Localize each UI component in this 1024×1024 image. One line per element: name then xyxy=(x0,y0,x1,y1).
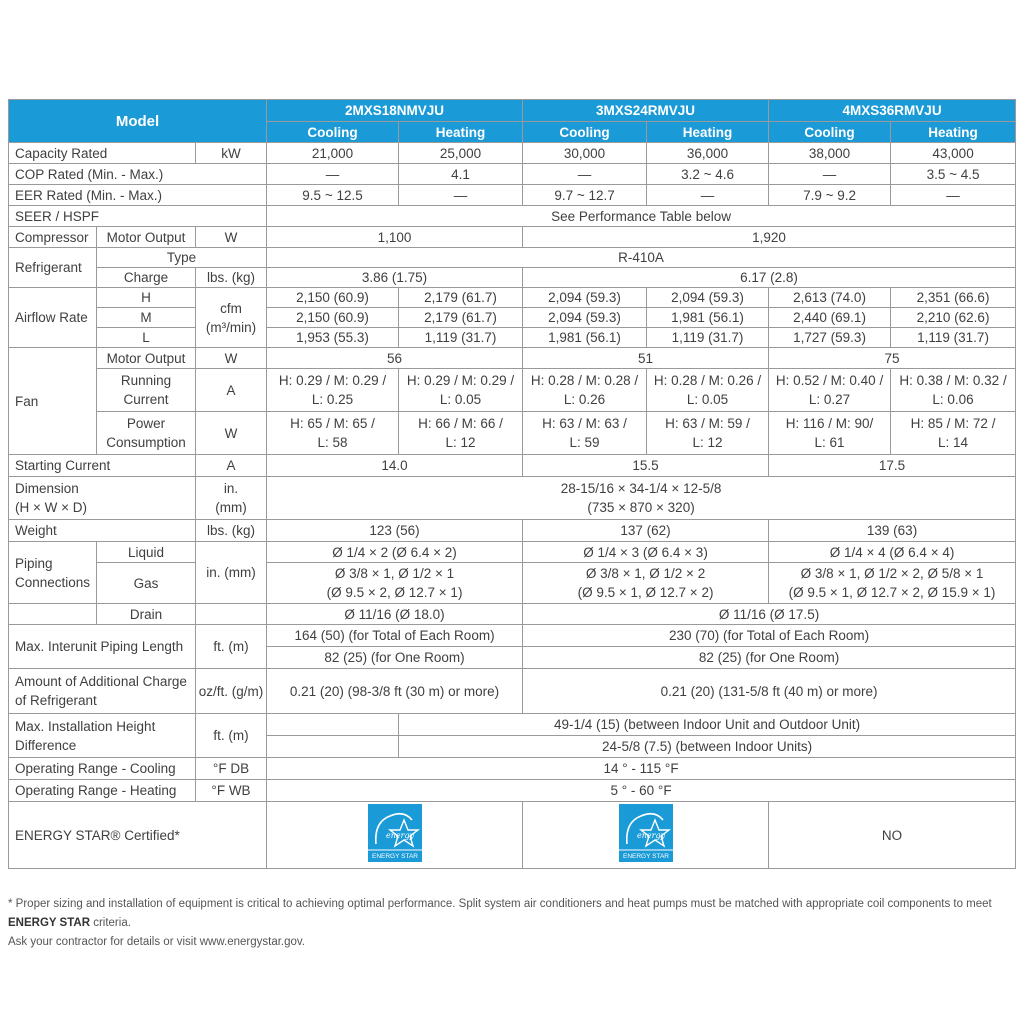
max-piping-total: 230 (70) (for Total of Each Room) xyxy=(523,625,1016,647)
refrigerant-charge-label: Charge xyxy=(97,268,196,288)
cooling-header: Cooling xyxy=(769,122,891,143)
fan-power-value: H: 66 / M: 66 / L: 12 xyxy=(399,412,523,455)
heating-header: Heating xyxy=(891,122,1016,143)
fan-current-value: H: 0.29 / M: 0.29 / L: 0.25 xyxy=(267,369,399,412)
starting-current-label: Starting Current xyxy=(9,455,196,477)
airflow-unit: cfm (m³/min) xyxy=(196,288,267,348)
spec-table xyxy=(8,99,1016,869)
airflow-value: 2,210 (62.6) xyxy=(891,308,1016,328)
footnote-line-2: Ask your contractor for details or visit www.energystar.gov. xyxy=(8,936,305,948)
cop-value: — xyxy=(267,164,399,185)
compressor-value: 1,920 xyxy=(523,227,1016,248)
cooling-header: Cooling xyxy=(523,122,647,143)
fan-current-value: H: 0.29 / M: 0.29 / L: 0.05 xyxy=(399,369,523,412)
piping-drain-spacer xyxy=(9,604,97,625)
compressor-label: Compressor xyxy=(9,227,97,248)
install-height-spacer xyxy=(267,736,399,758)
fan-power-value: H: 63 / M: 63 / L: 59 xyxy=(523,412,647,455)
capacity-unit: kW xyxy=(196,143,267,164)
fan-current-value: H: 0.52 / M: 0.40 / L: 0.27 xyxy=(769,369,891,412)
fan-motor-unit: W xyxy=(196,348,267,369)
cop-value: 3.2 ~ 4.6 xyxy=(647,164,769,185)
capacity-value: 36,000 xyxy=(647,143,769,164)
eer-value: 7.9 ~ 9.2 xyxy=(769,185,891,206)
seer-label: SEER / HSPF xyxy=(9,206,267,227)
fan-current-value: H: 0.38 / M: 0.32 / L: 0.06 xyxy=(891,369,1016,412)
eer-value: — xyxy=(399,185,523,206)
fan-power-value: H: 116 / M: 90/ L: 61 xyxy=(769,412,891,455)
fan-power-value: H: 63 / M: 59 / L: 12 xyxy=(647,412,769,455)
additional-charge-label: Amount of Additional Charge of Refrigerant xyxy=(9,669,196,714)
cop-value: 3.5 ~ 4.5 xyxy=(891,164,1016,185)
refrigerant-charge-unit: lbs. (kg) xyxy=(196,268,267,288)
capacity-label: Capacity Rated xyxy=(9,143,196,164)
airflow-value: 2,613 (74.0) xyxy=(769,288,891,308)
cop-value: 4.1 xyxy=(399,164,523,185)
energy-star-label: ENERGY STAR® Certified* xyxy=(9,802,267,869)
airflow-label: Airflow Rate xyxy=(9,288,97,348)
fan-current-value: H: 0.28 / M: 0.26 / L: 0.05 xyxy=(647,369,769,412)
fan-motor-value: 75 xyxy=(769,348,1016,369)
capacity-value: 25,000 xyxy=(399,143,523,164)
svg-text:ENERGY STAR: ENERGY STAR xyxy=(622,852,669,860)
piping-gas-value: Ø 3/8 × 1, Ø 1/2 × 2 (Ø 9.5 × 1, Ø 12.7 × 2) xyxy=(523,563,769,604)
model-name: 2MXS18NMVJU xyxy=(267,100,523,122)
heating-header: Heating xyxy=(399,122,523,143)
refrigerant-type-value: R-410A xyxy=(267,248,1016,268)
max-piping-one: 82 (25) (for One Room) xyxy=(267,647,523,669)
refrigerant-label: Refrigerant xyxy=(9,248,97,288)
op-cooling-label: Operating Range - Cooling xyxy=(9,758,196,780)
eer-label: EER Rated (Min. - Max.) xyxy=(9,185,267,206)
starting-current-value: 17.5 xyxy=(769,455,1016,477)
capacity-value: 30,000 xyxy=(523,143,647,164)
max-piping-one: 82 (25) (for One Room) xyxy=(523,647,1016,669)
piping-liquid-label: Liquid xyxy=(97,542,196,563)
piping-liquid-value: Ø 1/4 × 2 (Ø 6.4 × 2) xyxy=(267,542,523,563)
model-name: 4MXS36RMVJU xyxy=(769,100,1016,122)
fan-power-value: H: 65 / M: 65 / L: 58 xyxy=(267,412,399,455)
starting-current-value: 15.5 xyxy=(523,455,769,477)
airflow-value: 1,119 (31.7) xyxy=(647,328,769,348)
heating-header: Heating xyxy=(647,122,769,143)
compressor-value: 1,100 xyxy=(267,227,523,248)
piping-gas-value: Ø 3/8 × 1, Ø 1/2 × 1 (Ø 9.5 × 2, Ø 12.7 × 1) xyxy=(267,563,523,604)
airflow-value: 2,150 (60.9) xyxy=(267,288,399,308)
max-piping-unit: ft. (m) xyxy=(196,625,267,669)
max-piping-label: Max. Interunit Piping Length xyxy=(9,625,196,669)
piping-drain-value: Ø 11/16 (Ø 17.5) xyxy=(523,604,1016,625)
airflow-value: 1,981 (56.1) xyxy=(647,308,769,328)
fan-power-value: H: 85 / M: 72 / L: 14 xyxy=(891,412,1016,455)
piping-drain-unit-spacer xyxy=(196,604,267,625)
cop-value: — xyxy=(523,164,647,185)
piping-drain-label: Drain xyxy=(97,604,196,625)
fan-current-value: H: 0.28 / M: 0.28 / L: 0.26 xyxy=(523,369,647,412)
op-heating-value: 5 ° - 60 °F xyxy=(267,780,1016,802)
footnote-line-1: * Proper sizing and installation of equipment is critical to achieving optimal performance. Split system air conditioners and heat pumps must be matched with appropriate coil components to meet ENERGY STAR criteria. xyxy=(8,898,992,929)
weight-unit: lbs. (kg) xyxy=(196,520,267,542)
airflow-value: 1,119 (31.7) xyxy=(891,328,1016,348)
refrigerant-type-label: Type xyxy=(97,248,267,268)
airflow-value: 1,119 (31.7) xyxy=(399,328,523,348)
airflow-value: 2,150 (60.9) xyxy=(267,308,399,328)
airflow-value: 2,440 (69.1) xyxy=(769,308,891,328)
capacity-value: 38,000 xyxy=(769,143,891,164)
piping-gas-value: Ø 3/8 × 1, Ø 1/2 × 2, Ø 5/8 × 1 (Ø 9.5 × 1, Ø 12.7 × 2, Ø 15.9 × 1) xyxy=(769,563,1016,604)
fan-motor-label: Motor Output xyxy=(97,348,196,369)
weight-value: 137 (62) xyxy=(523,520,769,542)
airflow-value: 2,179 (61.7) xyxy=(399,308,523,328)
starting-current-value: 14.0 xyxy=(267,455,523,477)
max-piping-total: 164 (50) (for Total of Each Room) xyxy=(267,625,523,647)
op-cooling-unit: °F DB xyxy=(196,758,267,780)
refrigerant-charge-value: 6.17 (2.8) xyxy=(523,268,1016,288)
airflow-value: 2,094 (59.3) xyxy=(647,288,769,308)
fan-power-unit: W xyxy=(196,412,267,455)
dimension-value: 28-15/16 × 34-1/4 × 12-5/8 (735 × 870 × 320) xyxy=(267,477,1016,520)
weight-value: 139 (63) xyxy=(769,520,1016,542)
svg-text:energy: energy xyxy=(385,830,414,840)
seer-value: See Performance Table below xyxy=(267,206,1016,227)
install-height-spacer xyxy=(267,714,399,736)
additional-charge-unit: oz/ft. (g/m) xyxy=(196,669,267,714)
piping-liquid-value: Ø 1/4 × 3 (Ø 6.4 × 3) xyxy=(523,542,769,563)
piping-label: Piping Connections xyxy=(9,542,97,604)
eer-value: 9.7 ~ 12.7 xyxy=(523,185,647,206)
fan-current-unit: A xyxy=(196,369,267,412)
capacity-value: 21,000 xyxy=(267,143,399,164)
model-name: 3MXS24RMVJU xyxy=(523,100,769,122)
eer-value: — xyxy=(647,185,769,206)
op-heating-label: Operating Range - Heating xyxy=(9,780,196,802)
cop-value: — xyxy=(769,164,891,185)
energy-star-logo-icon xyxy=(368,804,422,862)
piping-liquid-value: Ø 1/4 × 4 (Ø 6.4 × 4) xyxy=(769,542,1016,563)
airflow-value: 1,727 (59.3) xyxy=(769,328,891,348)
airflow-value: 1,981 (56.1) xyxy=(523,328,647,348)
airflow-value: 2,351 (66.6) xyxy=(891,288,1016,308)
energy-star-no: NO xyxy=(769,802,1016,869)
fan-label: Fan xyxy=(9,348,97,455)
install-height-unit: ft. (m) xyxy=(196,714,267,758)
cooling-header: Cooling xyxy=(267,122,399,143)
op-cooling-value: 14 ° - 115 °F xyxy=(267,758,1016,780)
install-height-value: 49-1/4 (15) (between Indoor Unit and Outdoor Unit) xyxy=(399,714,1016,736)
eer-value: 9.5 ~ 12.5 xyxy=(267,185,399,206)
install-height-value: 24-5/8 (7.5) (between Indoor Units) xyxy=(399,736,1016,758)
install-height-label: Max. Installation Height Difference xyxy=(9,714,196,758)
dimension-unit: in. (mm) xyxy=(196,477,267,520)
op-heating-unit: °F WB xyxy=(196,780,267,802)
airflow-speed: M xyxy=(97,308,196,328)
fan-motor-value: 56 xyxy=(267,348,523,369)
svg-text:ENERGY STAR: ENERGY STAR xyxy=(371,852,418,860)
model-header: Model xyxy=(9,100,267,143)
fan-motor-value: 51 xyxy=(523,348,769,369)
additional-charge-value: 0.21 (20) (131-5/8 ft (40 m) or more) xyxy=(523,669,1016,714)
additional-charge-value: 0.21 (20) (98-3/8 ft (30 m) or more) xyxy=(267,669,523,714)
airflow-value: 1,953 (55.3) xyxy=(267,328,399,348)
airflow-speed: H xyxy=(97,288,196,308)
energy-star-logo-cell xyxy=(523,802,769,869)
energy-star-logo-cell xyxy=(267,802,523,869)
airflow-value: 2,179 (61.7) xyxy=(399,288,523,308)
airflow-speed: L xyxy=(97,328,196,348)
svg-text:energy: energy xyxy=(636,830,665,840)
footnote xyxy=(8,895,1018,952)
weight-label: Weight xyxy=(9,520,196,542)
airflow-value: 2,094 (59.3) xyxy=(523,308,647,328)
energy-star-logo-icon xyxy=(619,804,673,862)
starting-current-unit: A xyxy=(196,455,267,477)
dimension-label: Dimension (H × W × D) xyxy=(9,477,196,520)
fan-power-label: Power Consumption xyxy=(97,412,196,455)
weight-value: 123 (56) xyxy=(267,520,523,542)
piping-drain-value: Ø 11/16 (Ø 18.0) xyxy=(267,604,523,625)
capacity-value: 43,000 xyxy=(891,143,1016,164)
fan-current-label: Running Current xyxy=(97,369,196,412)
piping-gas-label: Gas xyxy=(97,563,196,604)
eer-value: — xyxy=(891,185,1016,206)
compressor-sub-label: Motor Output xyxy=(97,227,196,248)
piping-unit: in. (mm) xyxy=(196,542,267,604)
airflow-value: 2,094 (59.3) xyxy=(523,288,647,308)
cop-label: COP Rated (Min. - Max.) xyxy=(9,164,267,185)
refrigerant-charge-value: 3.86 (1.75) xyxy=(267,268,523,288)
compressor-unit: W xyxy=(196,227,267,248)
